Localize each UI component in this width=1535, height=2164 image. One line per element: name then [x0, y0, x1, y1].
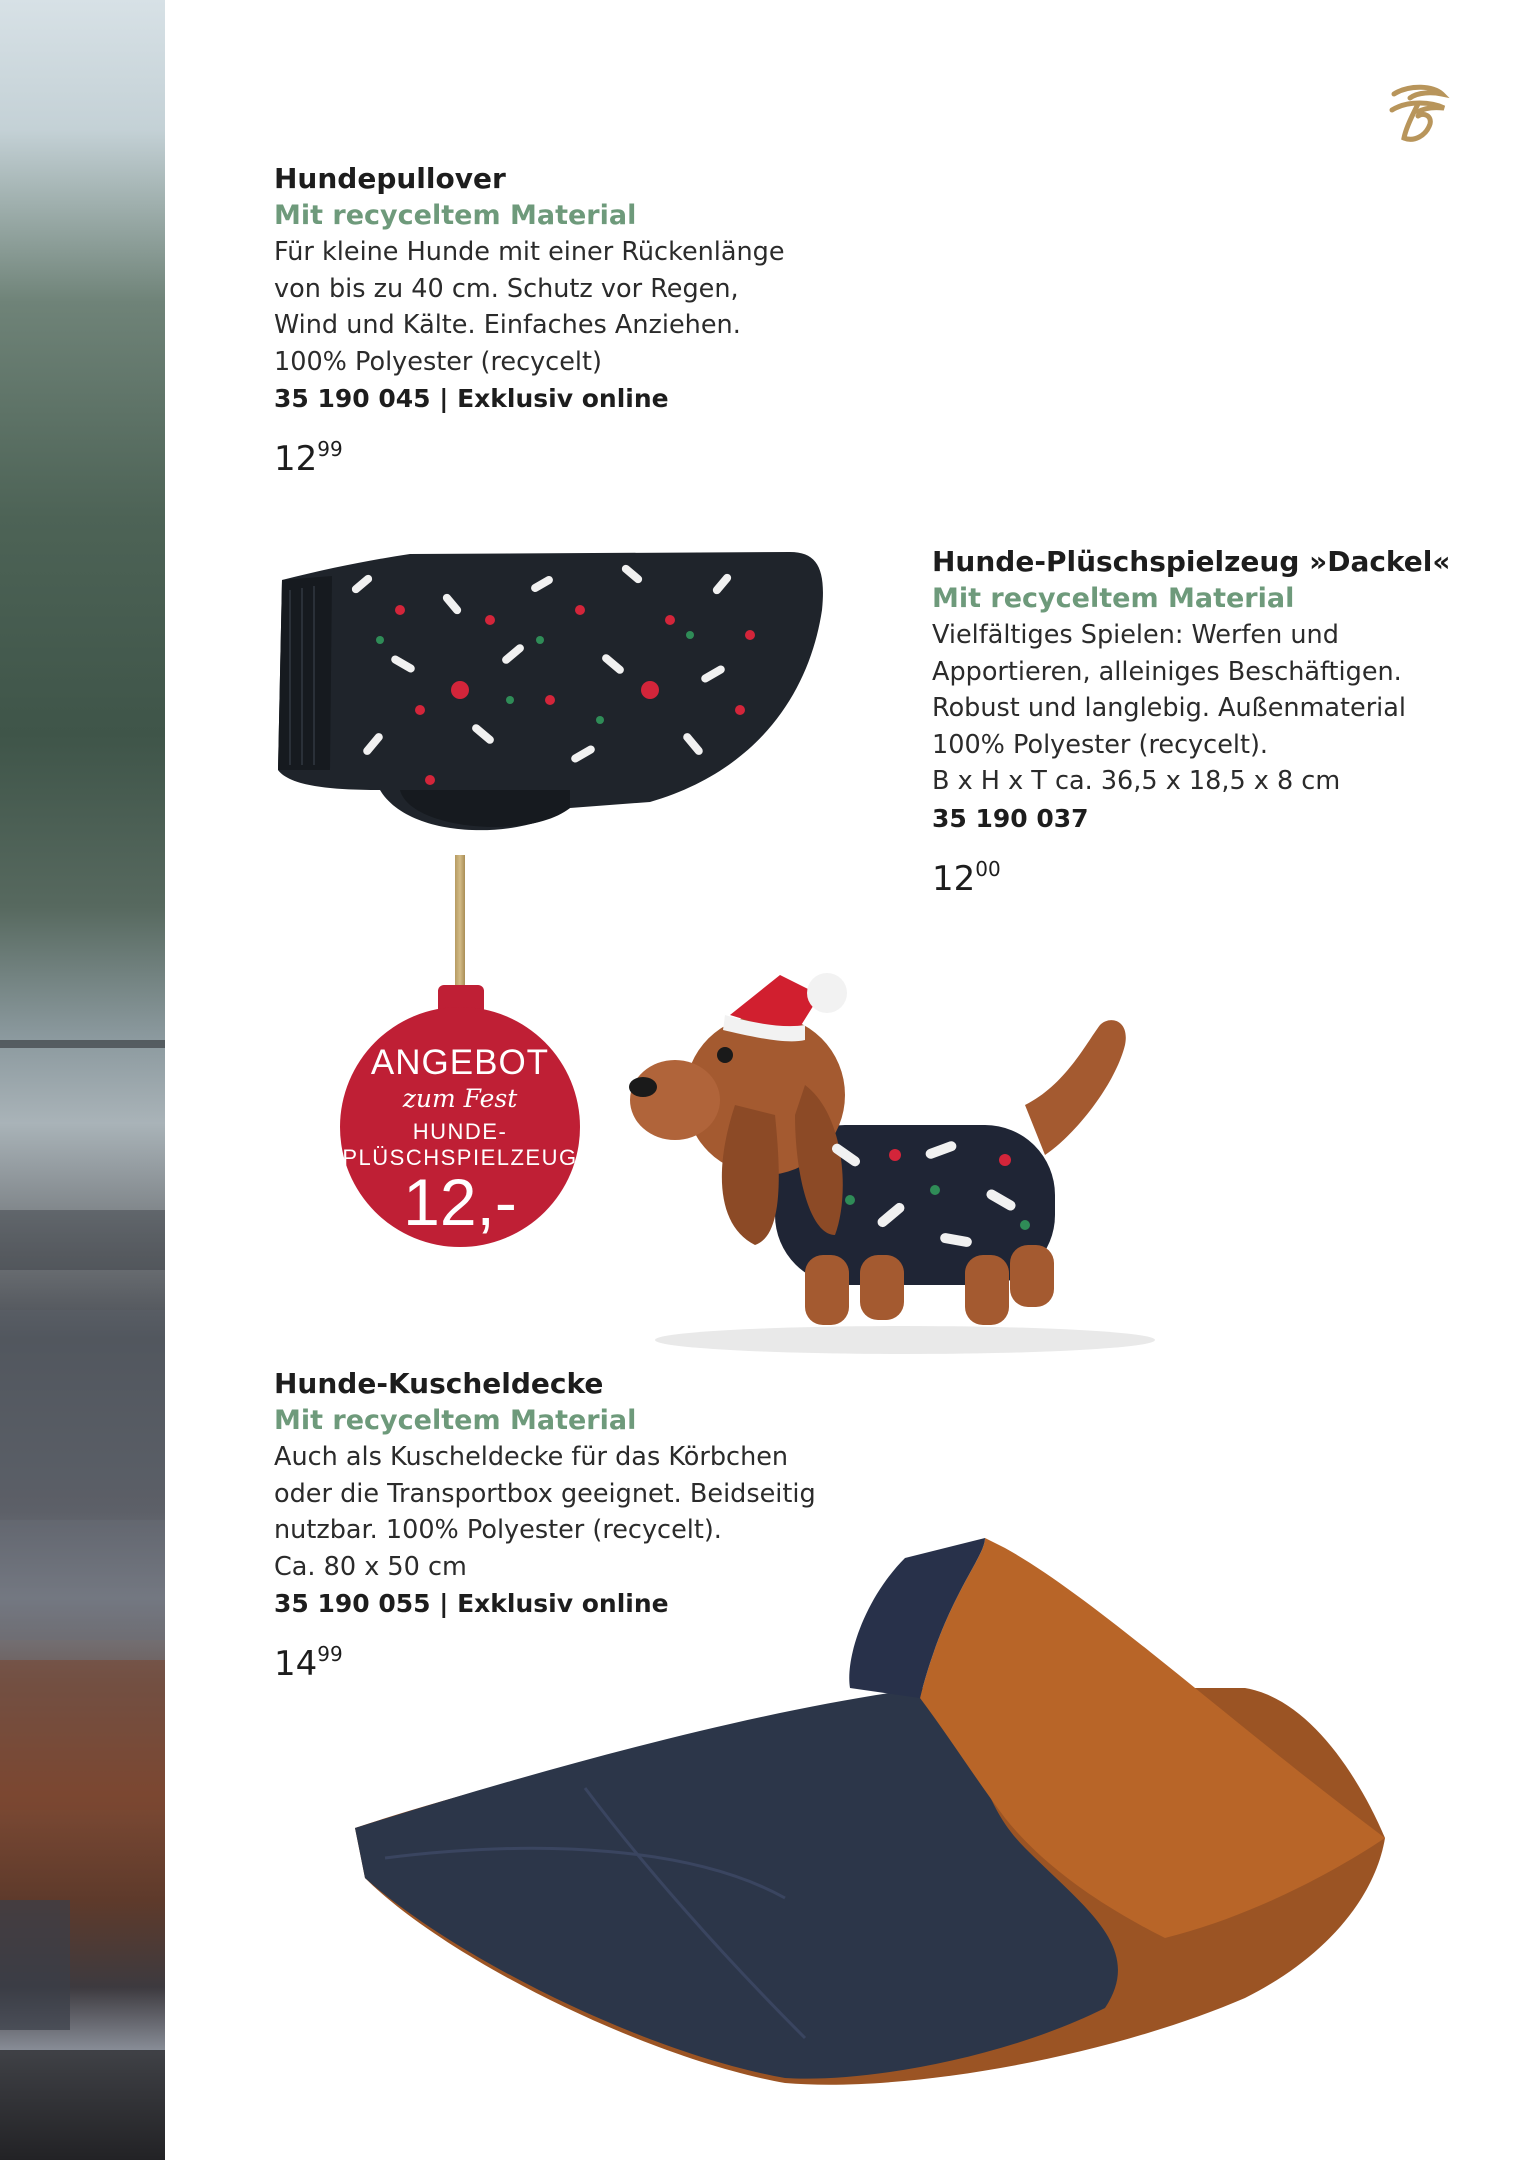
product-price: [932, 847, 1452, 901]
product-description-line: Ca. 80 x 50 cm: [274, 1551, 467, 1582]
offer-product-line: HUNDE-: [412, 1119, 508, 1144]
offer-price: 12,-: [403, 1165, 517, 1239]
product-title: Hunde-Plüschspielzeug »Dackel«: [932, 545, 1451, 578]
offer-product-line: PLÜSCHSPIELZEUG: [342, 1145, 578, 1170]
product-description-line: Wind und Kälte. Einfaches Anziehen.: [274, 310, 741, 340]
price-cents: 99: [317, 1642, 343, 1666]
price-cents: 00: [975, 856, 1001, 881]
product-description-line: Robust und langlebig. Außenmaterial: [932, 693, 1406, 723]
side-photo: [0, 0, 165, 2160]
article-number: 35 190 055 | Exklusiv online: [274, 1589, 669, 1618]
ornament-string: [455, 855, 465, 995]
pullover-image: [270, 540, 830, 860]
product-description-line: Vielfältiges Spielen: Werfen und: [932, 620, 1339, 650]
offer-label: ANGEBOT: [370, 1043, 550, 1082]
product-subtitle: Mit recyceltem Material: [274, 1405, 637, 1436]
product-pullover: [274, 160, 834, 481]
price-cents: 99: [317, 437, 343, 461]
product-description-line: 100% Polyester (recycelt): [274, 346, 602, 377]
product-description-line: Apportieren, alleiniges Beschäftigen.: [932, 656, 1402, 687]
product-subtitle: Mit recyceltem Material: [932, 583, 1295, 614]
product-description-line: nutzbar. 100% Polyester (recycelt).: [274, 1515, 722, 1545]
product-title: Hunde-Kuscheldecke: [274, 1367, 604, 1400]
price-main: 14: [274, 1644, 318, 1684]
product-description-line: Für kleine Hunde mit einer Rückenlänge: [274, 237, 785, 267]
offer-badge: [337, 985, 583, 1255]
product-description-line: von bis zu 40 cm. Schutz vor Regen,: [274, 273, 739, 304]
price-main: 12: [274, 439, 318, 479]
kuscheldecke-image: [345, 1538, 1440, 2098]
product-subtitle: Mit recyceltem Material: [274, 200, 637, 231]
price-main: 12: [932, 858, 976, 899]
article-number: 35 190 045 | Exklusiv online: [274, 384, 669, 413]
product-description-line: oder die Transportbox geeignet. Beidseitig: [274, 1478, 816, 1509]
product-description-line: Auch als Kuscheldecke für das Körbchen: [274, 1442, 789, 1472]
product-price: [274, 427, 834, 481]
side-photo-scene: [0, 0, 165, 2160]
dackel-plush-image: [605, 935, 1165, 1365]
brand-logo: [1384, 80, 1452, 148]
offer-sublabel: zum Fest: [402, 1084, 518, 1113]
product-title: Hundepullover: [274, 162, 506, 195]
article-number: 35 190 037: [932, 803, 1089, 833]
product-dackel: [932, 543, 1452, 901]
product-description-line: B x H x T ca. 36,5 x 18,5 x 8 cm: [932, 766, 1341, 796]
product-description-line: 100% Polyester (recycelt).: [932, 729, 1269, 760]
